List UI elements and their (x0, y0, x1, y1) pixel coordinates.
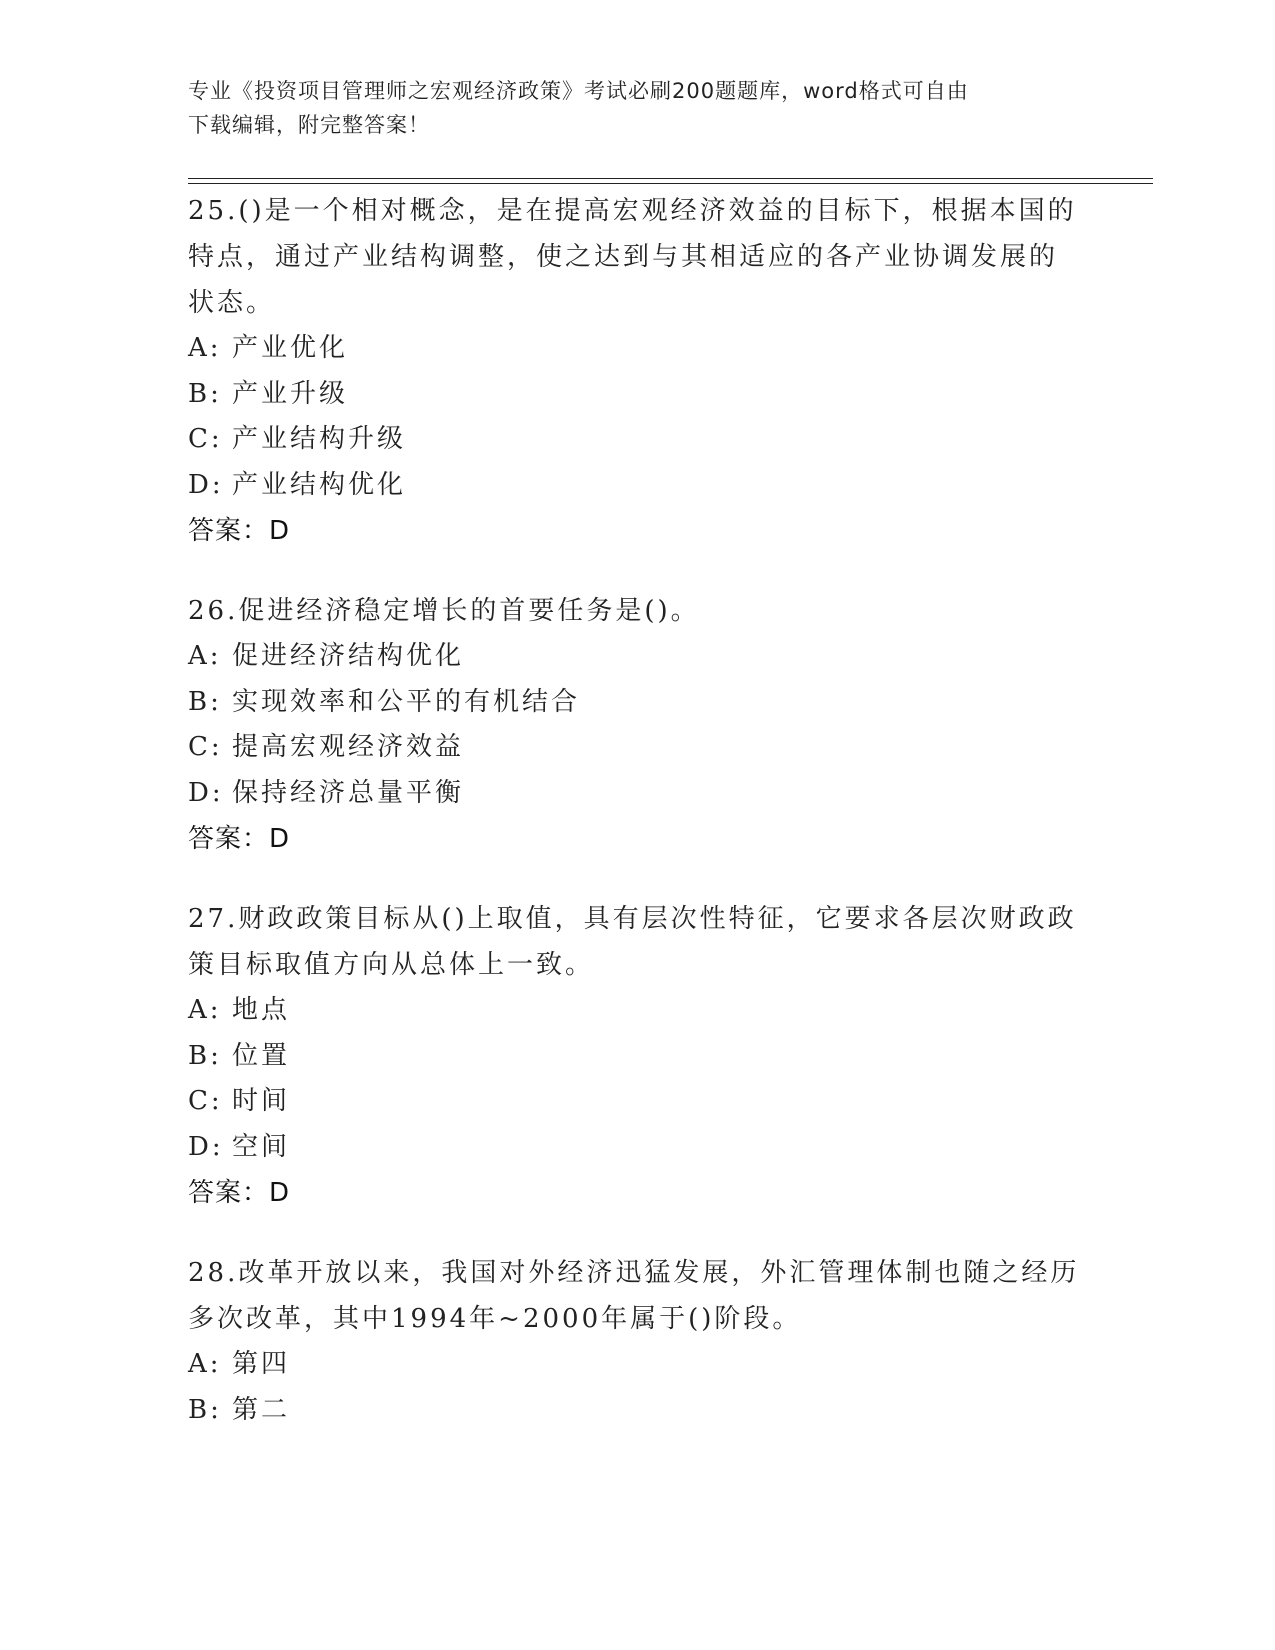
question-25 (188, 188, 1088, 554)
header-divider-bottom (188, 183, 1153, 184)
option-b (188, 1388, 1088, 1434)
option-label: C: (188, 732, 223, 762)
answer: 答案：D (188, 516, 291, 546)
answer: 答案：D (188, 1178, 291, 1208)
header-divider-top (188, 178, 1153, 179)
question-text-line: 28.改革开放以来，我国对外经济迅猛发展，外汇管理体制也随之经历 (188, 1258, 1080, 1288)
option-text: 提高宏观经济效益 (232, 732, 465, 762)
question-text-line: 26.促进经济稳定增长的首要任务是()。 (188, 596, 700, 626)
option-label: B: (188, 686, 222, 717)
option-a (188, 988, 1088, 1034)
question-text-line: 策目标取值方向从总体上一致。 (188, 950, 595, 980)
option-label: A: (188, 995, 222, 1025)
option-c (188, 417, 1088, 463)
question-text (188, 1250, 1088, 1342)
question-text-line: 27.财政政策目标从()上取值，具有层次性特征，它要求各层次财政政 (188, 904, 1077, 934)
option-label: B: (188, 378, 222, 409)
option-label: B: (188, 1040, 222, 1071)
option-text: 产业优化 (232, 333, 349, 363)
option-label: D: (188, 1131, 224, 1162)
header-line-1: 专业《投资项目管理师之宏观经济政策》考试必刷200题题库，word格式可自由 (188, 79, 969, 103)
option-text: 空间 (232, 1131, 291, 1162)
option-text: 地点 (232, 995, 291, 1025)
option-a (188, 1342, 1088, 1388)
question-26 (188, 588, 1088, 862)
option-label: A: (188, 333, 222, 363)
question-text (188, 588, 1088, 634)
option-text: 产业升级 (232, 378, 349, 409)
header-line-2: 下载编辑，附完整答案！ (188, 113, 430, 137)
question-text (188, 188, 1088, 326)
option-c (188, 1079, 1088, 1125)
option-a (188, 634, 1088, 680)
option-d (188, 1125, 1088, 1171)
question-28 (188, 1250, 1088, 1433)
option-text: 促进经济结构优化 (232, 641, 465, 671)
question-text-line: 状态。 (188, 288, 276, 318)
option-text: 保持经济总量平衡 (232, 777, 465, 808)
option-text: 时间 (232, 1086, 291, 1116)
question-text (188, 896, 1088, 988)
question-text-line: 25.()是一个相对概念，是在提高宏观经济效益的目标下，根据本国的 (188, 196, 1077, 226)
option-label: D: (188, 469, 224, 500)
option-label: B: (188, 1394, 222, 1425)
option-label: A: (188, 641, 222, 671)
option-label: A: (188, 1349, 222, 1379)
option-b (188, 680, 1088, 726)
option-c (188, 725, 1088, 771)
question-27 (188, 896, 1088, 1216)
question-text-line: 特点，通过产业结构调整，使之达到与其相适应的各产业协调发展的 (188, 242, 1059, 272)
option-text: 第二 (232, 1394, 291, 1425)
document-header (188, 74, 1078, 142)
option-d (188, 771, 1088, 817)
option-text: 第四 (232, 1349, 291, 1379)
option-b (188, 1034, 1088, 1080)
option-label: D: (188, 777, 224, 808)
option-text: 位置 (232, 1040, 291, 1071)
option-b (188, 372, 1088, 418)
option-d (188, 463, 1088, 509)
option-label: C: (188, 1086, 223, 1116)
option-text: 产业结构优化 (232, 469, 407, 500)
option-text: 实现效率和公平的有机结合 (232, 686, 581, 717)
question-text-line: 多次改革，其中1994年~2000年属于()阶段。 (188, 1304, 802, 1334)
option-a (188, 326, 1088, 372)
option-label: C: (188, 424, 223, 454)
option-text: 产业结构升级 (232, 424, 407, 454)
answer: 答案：D (188, 824, 291, 854)
question-list (188, 188, 1088, 1467)
